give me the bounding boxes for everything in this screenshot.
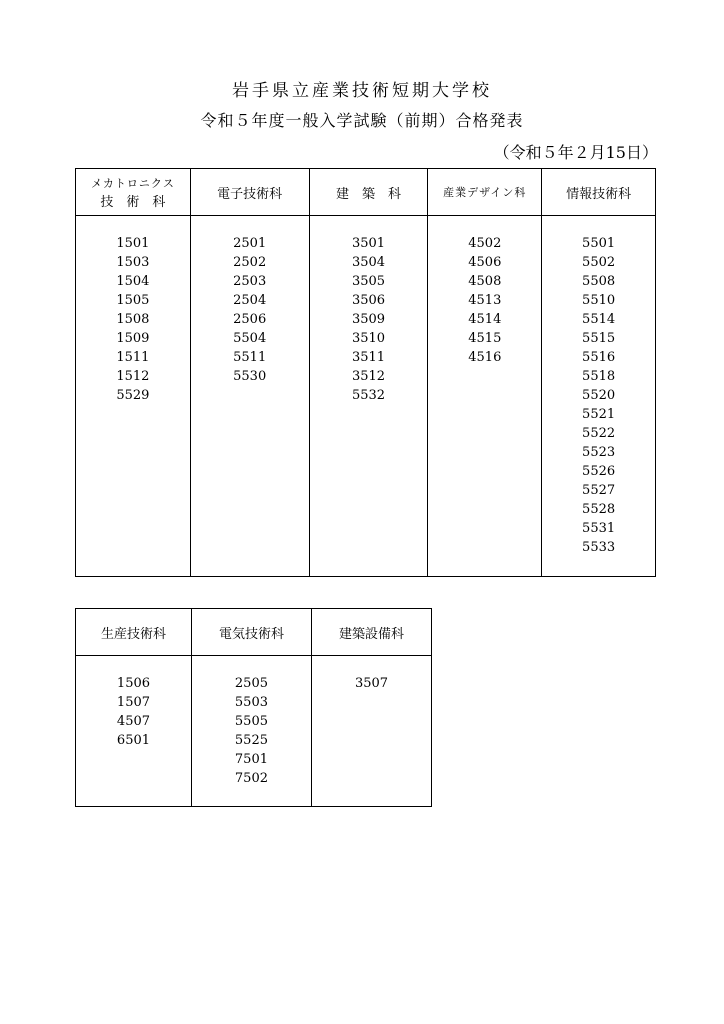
applicant-number: 5508 [582, 274, 616, 289]
applicant-number: 5502 [582, 255, 616, 270]
table-body-row [76, 656, 432, 807]
applicant-number: 2502 [233, 255, 267, 270]
applicant-number: 3510 [351, 331, 386, 346]
column-header-line: 情報技術科 [566, 186, 632, 202]
applicant-number: 3511 [351, 350, 386, 365]
applicant-number: 1507 [116, 695, 151, 710]
column-header-line: 建 築 科 [335, 186, 401, 202]
applicant-number: 5521 [582, 407, 616, 422]
applicant-number: 4516 [468, 350, 502, 365]
applicant-number: 5503 [234, 695, 268, 710]
applicant-number: 5532 [351, 388, 386, 403]
applicant-number: 5504 [233, 331, 267, 346]
applicant-number: 5518 [582, 369, 616, 384]
applicant-number: 5514 [582, 312, 616, 327]
applicant-number: 6501 [116, 733, 151, 748]
applicant-number: 1501 [116, 236, 150, 251]
table-header-row [76, 609, 432, 656]
column-header-production [76, 609, 192, 656]
number-column [311, 656, 431, 807]
applicant-number: 1503 [116, 255, 150, 270]
number-column [191, 656, 311, 807]
column-header-mechatronics [76, 169, 191, 216]
column-header-information [542, 169, 656, 216]
applicant-number: 2505 [234, 676, 268, 691]
applicant-number: 4515 [468, 331, 502, 346]
column-header-line: 電気技術科 [218, 626, 284, 642]
column-header-building-equipment [311, 609, 431, 656]
applicant-number: 7502 [234, 771, 268, 786]
applicant-number: 3501 [351, 236, 386, 251]
applicant-number: 3504 [351, 255, 386, 270]
applicant-number: 5523 [582, 445, 616, 460]
number-column [542, 216, 656, 577]
applicant-number: 5515 [582, 331, 616, 346]
applicant-number: 5526 [582, 464, 616, 479]
applicant-number: 5520 [582, 388, 616, 403]
applicant-number: 5533 [582, 540, 616, 555]
applicant-number: 4502 [468, 236, 502, 251]
applicant-number: 5501 [582, 236, 616, 251]
number-column [76, 216, 191, 577]
applicant-number: 1512 [116, 369, 150, 384]
applicant-number: 5527 [582, 483, 616, 498]
announcement-date: （令和５年２月15日） [493, 143, 658, 162]
applicant-number: 1509 [116, 331, 150, 346]
applicant-number: 5531 [582, 521, 616, 536]
applicant-number: 1508 [116, 312, 150, 327]
column-header-line: 生産技術科 [100, 626, 166, 642]
table-body-row [76, 216, 656, 577]
column-header-electronics [190, 169, 309, 216]
applicant-number: 1511 [116, 350, 150, 365]
applicant-number: 3509 [351, 312, 386, 327]
column-header-electrical [191, 609, 311, 656]
applicant-number: 1506 [116, 676, 151, 691]
applicant-number: 5530 [233, 369, 267, 384]
number-column [190, 216, 309, 577]
table-header-row [76, 169, 656, 216]
applicant-number: 4514 [468, 312, 502, 327]
applicant-number: 2503 [233, 274, 267, 289]
applicant-number: 7501 [234, 752, 268, 767]
number-column [309, 216, 428, 577]
applicant-number: 3506 [351, 293, 386, 308]
results-table-2 [75, 608, 432, 807]
results-table-1 [75, 168, 656, 577]
applicant-number: 5505 [234, 714, 268, 729]
applicant-number: 3512 [351, 369, 386, 384]
applicant-number: 4508 [468, 274, 502, 289]
column-header-industrial-design [428, 169, 542, 216]
applicant-number: 1505 [116, 293, 150, 308]
applicant-number: 4507 [116, 714, 151, 729]
announcement-title: 令和５年度一般入学試験（前期）合格発表 [200, 111, 524, 130]
column-header-line: 産業デザイン科 [443, 186, 527, 199]
applicant-number: 5522 [582, 426, 616, 441]
applicant-number: 5525 [234, 733, 268, 748]
number-column [76, 656, 192, 807]
number-column [428, 216, 542, 577]
applicant-number: 5529 [116, 388, 150, 403]
applicant-number: 3505 [351, 274, 386, 289]
applicant-number: 2501 [233, 236, 267, 251]
applicant-number: 3507 [354, 676, 389, 691]
applicant-number: 5528 [582, 502, 616, 517]
column-header-architecture [309, 169, 428, 216]
applicant-number: 5510 [582, 293, 616, 308]
applicant-number: 5516 [582, 350, 616, 365]
column-header-line: 技 術 科 [100, 194, 166, 210]
applicant-number: 2504 [233, 293, 267, 308]
applicant-number: 4506 [468, 255, 502, 270]
applicant-number: 4513 [468, 293, 502, 308]
column-header-line: 建築設備科 [338, 626, 404, 642]
applicant-number: 5511 [233, 350, 267, 365]
column-header-line: 電子技術科 [217, 186, 283, 202]
school-name: 岩手県立産業技術短期大学校 [232, 81, 492, 101]
applicant-number: 1504 [116, 274, 150, 289]
column-header-line: メカトロニクス [90, 176, 175, 190]
applicant-number: 2506 [233, 312, 267, 327]
